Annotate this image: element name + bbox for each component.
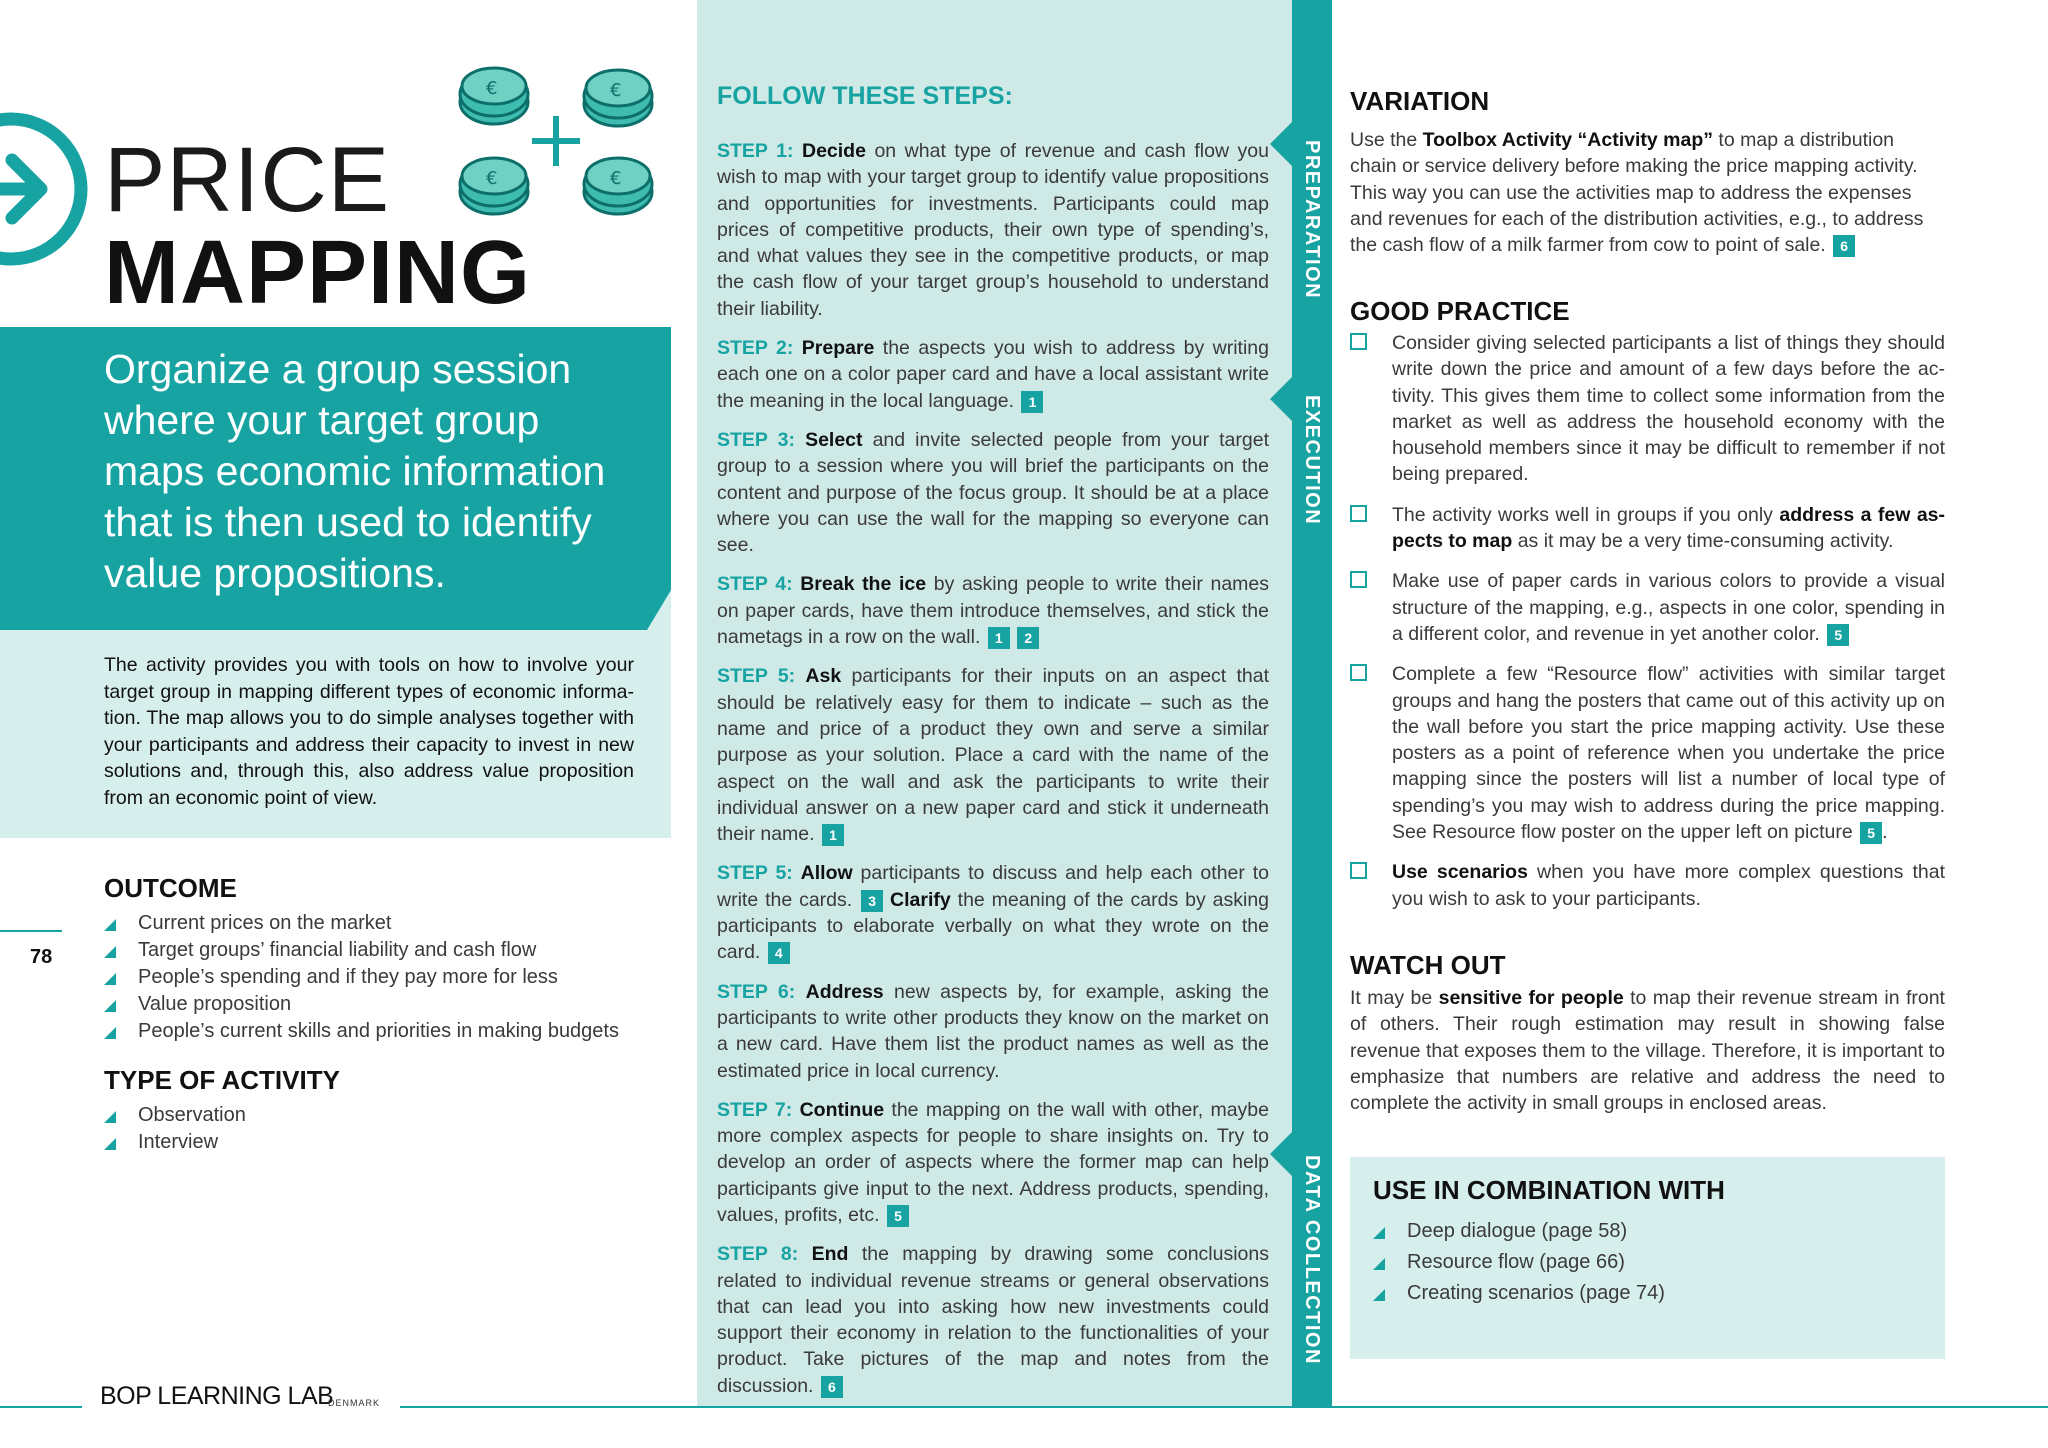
svg-text:€: € (486, 168, 498, 189)
list-item: Current prices on the market (104, 910, 664, 937)
bullet-triangle-icon (104, 1138, 116, 1150)
list-item: Interview (104, 1129, 664, 1156)
photo-ref-badge: 5 (1860, 822, 1882, 844)
phase-chevron-icon (1270, 1130, 1294, 1178)
bullet-triangle-icon (104, 973, 116, 985)
bullet-triangle-icon (104, 1111, 116, 1123)
photo-ref-badge: 5 (887, 1205, 909, 1227)
watch-out-text: It may be sensitive for people to map their revenue stream in front of others. Their rough estimation may result in showing false revenue that exposes them to the village. Therefore, it is important to emphasize that numbers are relative and address the need to complete the activity in small groups in enclosed areas. (1350, 987, 1945, 1115)
checkbox-icon (1350, 571, 1367, 588)
arrow-circle-icon (0, 108, 92, 270)
footer-brand-sub: DENMARK (328, 1398, 381, 1408)
step-item: STEP 5: Allow participants to discuss and help each other to write the cards. 3 Clarify the meaning of the cards by asking participants to elaborate verbally on what they wrote on the card. 4 (717, 862, 1270, 964)
title-line-2: MAPPING (104, 223, 532, 323)
summary-text: Organize a group session where your target group maps economic information that is then used to identify value propositions. (104, 346, 606, 596)
checkbox-icon (1350, 862, 1367, 879)
activity-type-list (104, 1102, 664, 1156)
bullet-triangle-icon (104, 946, 116, 958)
photo-ref-badge: 1 (988, 627, 1010, 649)
coins-plus-icon (448, 60, 668, 230)
variation-heading: VARIATION (1350, 86, 1490, 116)
variation-text: Use the Toolbox Activity “Activity map” to map a distribution chain or service delivery before making the price mapping activity. This way you can use the activities map to address the expenses and revenues for each of the distribution activities, e.g., to address the cash flow of a milk farmer from cow to point of sale. 6 (1350, 129, 1924, 257)
photo-ref-badge: 2 (1017, 627, 1039, 649)
outcome-heading: OUTCOME (104, 873, 237, 903)
step-item: STEP 4: Break the ice by asking people to write their names on paper cards, have them introduce themselves, and stick the nametags in a row on the wall. 1 2 (717, 573, 1269, 649)
bullet-triangle-icon (1373, 1227, 1385, 1239)
step-item: STEP 7: Continue the mapping on the wall with other, maybe more complex aspects for people to share insights on. Try to develop an order of aspects where the former map can help participants give input to the next. Address products, spending, values, profits, etc. 5 (717, 1098, 1269, 1226)
page-number: 78 (30, 946, 53, 968)
combination-heading: USE IN COMBINATION WITH (1373, 1175, 1725, 1205)
outcome-list (104, 910, 664, 1045)
checklist-item: Use scenarios when you have more complex questions that you wish to ask to your participants. (1350, 859, 1945, 912)
photo-ref-badge: 1 (822, 824, 844, 846)
photo-ref-badge: 1 (1021, 391, 1043, 413)
svg-text:€: € (610, 168, 622, 189)
step-item: STEP 1: Decide on what type of revenue and cash flow you wish to map with your target group to identify value propositions and opportunities for investments. Participants could map prices of competitive products, their own type of spending’s, and what values they see in the competitive products, or map the cash flow of your target group’s household to understand their liability. (717, 140, 1269, 320)
banner-notch (647, 590, 671, 630)
svg-text:€: € (610, 80, 622, 101)
list-item: Target groups’ financial liability and cash flow (104, 937, 664, 964)
list-item: People’s spending and if they pay more for less (104, 964, 664, 991)
footer-rule-left (0, 1406, 82, 1408)
photo-ref-badge: 3 (861, 890, 883, 912)
photo-ref-badge: 6 (821, 1376, 843, 1398)
phase-label-preparation: PREPARATION (1301, 140, 1323, 300)
combination-list (1373, 1216, 1913, 1309)
checklist-item: Make use of paper cards in various colors to provide a visual structure of the mapping, e.g., aspects in one color, spending in a different color, and revenue in yet another color. 5 (1350, 568, 1945, 647)
list-item: People’s current skills and priorities in making budgets (104, 1018, 664, 1045)
step-item: STEP 2: Prepare the aspects you wish to address by writing each one on a color paper card and have a local assistant write the meaning in the local language. 1 (717, 337, 1269, 412)
checklist-item: Consider giving selected participants a list of things they should write down the price and amount of a few days before the activity. This gives them time to collect some information from the market as well as address the household economy with the household members since it may be difficult to remember if not being prepared. (1350, 330, 1945, 488)
phase-label-data-collection: DATA COLLECTION (1301, 1155, 1323, 1365)
step-item: STEP 5: Ask participants for their inputs on an aspect that should be relatively easy for them to indicate – such as the name and price of a product they own and serve a similar purpose as your solution. Place a card with the name of the aspect on the wall and ask the participants to write their individual answer on a new paper card and stick it underneath their name. 1 (717, 665, 1269, 846)
photo-ref-badge: 5 (1827, 624, 1849, 646)
good-practice-heading: GOOD PRACTICE (1350, 296, 1570, 326)
bullet-triangle-icon (104, 1027, 116, 1039)
steps-list (717, 138, 1269, 1412)
footer-brand: BOP LEARNING LAB (100, 1382, 334, 1410)
bullet-triangle-icon (1373, 1289, 1385, 1301)
step-item: STEP 8: End the mapping by drawing some conclusions related to individual revenue streams or general observations that can lead you into asking how new investments could support their economy in relation to the functionalities of your product. Take pictures of the map and notes from the discussion. 6 (717, 1243, 1269, 1397)
title-line-1: PRICE (104, 129, 391, 231)
checkbox-icon (1350, 664, 1367, 681)
page-number-rule (0, 930, 62, 932)
checklist-item: The activity works well in groups if you only address a few aspects to map as it may be a very time-consuming activity. (1350, 502, 1945, 555)
bullet-triangle-icon (104, 1000, 116, 1012)
photo-ref-badge: 6 (1833, 235, 1855, 257)
watch-out-heading: WATCH OUT (1350, 950, 1506, 980)
phase-label-execution: EXECUTION (1301, 395, 1323, 526)
good-practice-list (1350, 330, 1945, 926)
checkbox-icon (1350, 333, 1367, 350)
phase-chevron-icon (1270, 375, 1294, 423)
bullet-triangle-icon (1373, 1258, 1385, 1270)
list-item: Creating scenarios (page 74) (1373, 1278, 1913, 1309)
svg-text:€: € (486, 78, 498, 99)
step-item: STEP 3: Select and invite selected people from your target group to a session where you will brief the participants on the content and purpose of the focus group. It should be at a place where you can use the wall for the mapping so everyone can see. (717, 428, 1270, 557)
checkbox-icon (1350, 505, 1367, 522)
steps-heading: FOLLOW THESE STEPS: (717, 82, 1013, 110)
step-item: STEP 6: Address new aspects by, for example, asking the participants to write other products they know on the market on a new card. Have them list the product names as well as the estimated price in local currency. (717, 980, 1269, 1082)
list-item: Observation (104, 1102, 664, 1129)
phase-chevron-icon (1270, 120, 1294, 168)
list-item: Resource flow (page 66) (1373, 1247, 1913, 1278)
list-item: Value proposition (104, 991, 664, 1018)
intro-text: The activity provides you with tools on how to involve your target group in mapping different types of economic information. The map allows you to do simple analyses together with your participants and address their capacity to invest in new solutions and, through this, also address value proposition from an economic point of view. (104, 654, 634, 809)
photo-ref-badge: 4 (768, 942, 790, 964)
checklist-item: Complete a few “Resource flow” activities with similar target groups and hang the posters that came out of this activity up on the wall before you start the price mapping activity. Use these posters as a point of reference when you undertake the price mapping since the posters will list a number of local type of spending’s you may wish to address during the price mapping. See Resource flow poster on the upper left on picture 5 . (1350, 661, 1945, 845)
bullet-triangle-icon (104, 919, 116, 931)
activity-type-heading: TYPE OF ACTIVITY (104, 1065, 340, 1095)
list-item: Deep dialogue (page 58) (1373, 1216, 1913, 1247)
